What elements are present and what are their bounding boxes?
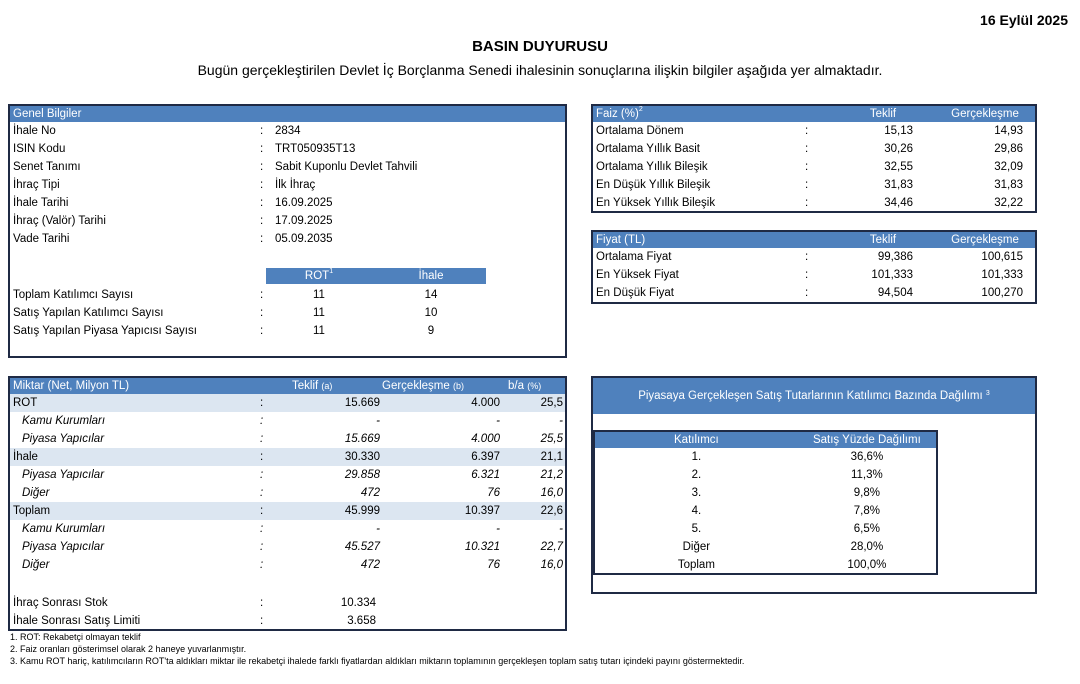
miktar-teklif-value: 29.858 <box>344 469 380 481</box>
general-info-title: Genel Bilgiler <box>13 108 82 120</box>
faiz-separator: : <box>805 161 809 173</box>
distribution-share: 100,0% <box>847 558 887 571</box>
faiz-label: Ortalama Yıllık Basit <box>596 143 700 155</box>
miktar-ratio-value: 21,1 <box>540 451 563 463</box>
distribution-title: Piyasaya Gerçekleşen Satış Tutarlarının Katılımcı Bazında Dağılımı $^3$ <box>638 390 990 402</box>
fiyat-gerceklesme-value: 101,333 <box>981 269 1023 281</box>
miktar-teklif-value: 45.999 <box>344 505 380 517</box>
field-label: İhale No <box>13 125 56 137</box>
field-separator: : <box>260 233 264 245</box>
distribution-row <box>594 484 937 502</box>
faiz-row <box>593 158 1035 176</box>
participants-header <box>10 268 565 286</box>
faiz-teklif-value: 15,13 <box>884 125 913 137</box>
field-value: 2834 <box>275 125 301 137</box>
faiz-gerceklesme-value: 29,86 <box>994 143 1023 155</box>
faiz-separator: : <box>805 179 809 191</box>
miktar-row <box>10 466 565 484</box>
general-info-row <box>10 140 565 158</box>
fiyat-teklif-value: 101,333 <box>871 269 913 281</box>
distribution-share: 28,0% <box>850 541 884 553</box>
miktar-label: Piyasa Yapıcılar <box>22 469 105 481</box>
miktar-box <box>8 376 567 631</box>
distribution-participant: 2. <box>691 469 702 481</box>
participants-rows <box>10 286 565 340</box>
stock-label: İhale Sonrası Satış Limiti <box>13 615 141 627</box>
participants-col-rot: ROT$^1$ <box>304 268 334 282</box>
distribution-participant: 3. <box>691 487 702 499</box>
fiyat-rows <box>593 248 1035 302</box>
fiyat-col-teklif: Teklif <box>869 234 897 246</box>
field-value: 05.09.2035 <box>275 233 333 245</box>
miktar-row <box>10 520 565 538</box>
distribution-row <box>594 520 937 538</box>
field-label: İhraç Tipi <box>13 179 60 191</box>
participants-row <box>10 322 565 340</box>
miktar-ratio-value: - <box>559 523 563 535</box>
field-value: 16.09.2025 <box>275 197 333 209</box>
distribution-share: 7,8% <box>853 505 880 517</box>
fiyat-label: En Düşük Fiyat <box>596 287 674 299</box>
miktar-header <box>10 378 565 394</box>
field-label: İhale Tarihi <box>13 197 69 209</box>
participants-ihale-value: 9 <box>427 325 435 337</box>
miktar-separator: : <box>260 415 264 427</box>
distribution-participant: 1. <box>691 451 702 463</box>
miktar-separator: : <box>260 523 264 535</box>
miktar-title: Miktar (Net, Milyon TL) <box>13 380 130 392</box>
field-separator: : <box>260 161 264 173</box>
miktar-teklif-value: 45.527 <box>344 541 380 553</box>
miktar-label: ROT <box>13 397 38 409</box>
faiz-separator: : <box>805 125 809 137</box>
distribution-row <box>594 466 937 484</box>
miktar-separator: : <box>260 469 264 481</box>
footnote-2: 2. Faiz oranları gösterimsel olarak 2 haneye yuvarlanmıştır. <box>10 644 247 654</box>
miktar-row <box>10 538 565 556</box>
fiyat-separator: : <box>805 269 809 281</box>
faiz-col-gerceklesme: Gerçekleşme <box>951 108 1019 120</box>
participants-rot-value: 11 <box>313 307 325 319</box>
miktar-row <box>10 430 565 448</box>
participants-label: Toplam Katılımcı Sayısı <box>13 289 134 301</box>
distribution-participant: Toplam <box>677 558 715 571</box>
participants-label: Satış Yapılan Katılımcı Sayısı <box>13 307 164 319</box>
miktar-gerceklesme-value: 4.000 <box>471 433 500 445</box>
miktar-rows <box>10 394 565 574</box>
participants-header-bar <box>266 268 486 284</box>
distribution-row <box>594 448 937 466</box>
faiz-title: Faiz (%)$^2$ <box>596 106 643 120</box>
participants-separator: : <box>260 325 264 337</box>
participants-rot-value: 11 <box>313 289 325 301</box>
miktar-row <box>10 556 565 574</box>
stock-value: 10.334 <box>340 597 376 609</box>
fiyat-title: Fiyat (TL) <box>596 234 646 246</box>
general-info-rows <box>10 122 565 248</box>
field-label: ISIN Kodu <box>13 143 66 155</box>
miktar-teklif-value: - <box>376 523 380 535</box>
participants-row <box>10 286 565 304</box>
faiz-box <box>591 104 1037 213</box>
distribution-share: 36,6% <box>850 451 884 463</box>
page-subtitle: Bugün gerçekleştirilen Devlet İç Borçlanma Senedi ihalesinin sonuçlarına ilişkin bilgiler aşağıda yer almaktadır. <box>197 62 883 78</box>
distribution-participant: Diğer <box>682 541 711 553</box>
fiyat-teklif-value: 99,386 <box>877 251 913 263</box>
miktar-separator: : <box>260 433 264 445</box>
miktar-separator: : <box>260 397 264 409</box>
faiz-gerceklesme-value: 31,83 <box>994 179 1023 191</box>
faiz-header <box>593 106 1035 122</box>
miktar-label: İhale <box>13 451 38 463</box>
miktar-label: Piyasa Yapıcılar <box>22 433 105 445</box>
miktar-col-ratio: b/a (%) <box>508 380 542 392</box>
miktar-row <box>10 484 565 502</box>
fiyat-box <box>591 230 1037 304</box>
miktar-teklif-value: 472 <box>360 559 380 571</box>
miktar-label: Kamu Kurumları <box>22 523 106 535</box>
field-separator: : <box>260 215 264 227</box>
general-info-box <box>8 104 567 358</box>
participants-separator: : <box>260 289 264 301</box>
stock-separator: : <box>260 597 264 609</box>
miktar-gerceklesme-value: - <box>496 415 500 427</box>
general-info-row <box>10 194 565 212</box>
miktar-label: Kamu Kurumları <box>22 415 106 427</box>
fiyat-label: Ortalama Fiyat <box>596 251 672 263</box>
field-label: Vade Tarihi <box>13 233 70 245</box>
fiyat-gerceklesme-value: 100,270 <box>981 287 1023 299</box>
distribution-row <box>594 556 937 574</box>
distribution-rows <box>594 448 937 574</box>
miktar-teklif-value: 30.330 <box>344 451 380 463</box>
miktar-gerceklesme-value: 6.321 <box>471 469 500 481</box>
faiz-label: Ortalama Dönem <box>596 125 684 137</box>
field-value: Sabit Kuponlu Devlet Tahvili <box>275 161 418 173</box>
faiz-row <box>593 176 1035 194</box>
footnote-3: 3. Kamu ROT hariç, katılımcıların ROT'ta aldıkları miktar ile rekabetçi ihalede farklı fiyatlardan aldıkları miktarın toplamının gerçekleşen toplam satış tutarı içindeki payını göstermektedir. <box>10 656 745 666</box>
miktar-ratio-value: 22,7 <box>540 541 563 553</box>
distribution-share: 11,3% <box>850 469 883 481</box>
miktar-row <box>10 502 565 520</box>
faiz-rows <box>593 122 1035 212</box>
miktar-gerceklesme-value: 76 <box>487 559 500 571</box>
field-value: TRT050935T13 <box>275 143 356 155</box>
miktar-ratio-value: - <box>559 415 563 427</box>
faiz-row <box>593 122 1035 140</box>
field-value: 17.09.2025 <box>275 215 333 227</box>
fiyat-header <box>593 232 1035 248</box>
distribution-participant: 5. <box>691 523 702 535</box>
miktar-col-gerceklesme: Gerçekleşme (b) <box>382 380 464 392</box>
distribution-share: 6,5% <box>853 523 880 535</box>
distribution-header <box>593 378 1035 414</box>
miktar-label: Diğer <box>22 559 50 571</box>
miktar-gerceklesme-value: 10.397 <box>464 505 500 517</box>
miktar-ratio-value: 22,6 <box>540 505 563 517</box>
faiz-row <box>593 194 1035 212</box>
fiyat-label: En Yüksek Fiyat <box>596 269 679 281</box>
page-title: BASIN DUYURUSU <box>472 38 608 55</box>
miktar-teklif-value: 15.669 <box>344 397 380 409</box>
participants-row <box>10 304 565 322</box>
participants-ihale-value: 10 <box>424 307 438 319</box>
faiz-separator: : <box>805 197 809 209</box>
miktar-label: Diğer <box>22 487 50 499</box>
faiz-label: En Düşük Yıllık Bileşik <box>596 179 711 191</box>
faiz-teklif-value: 30,26 <box>884 143 913 155</box>
miktar-col-teklif: Teklif (a) <box>292 380 333 392</box>
faiz-label: Ortalama Yıllık Bileşik <box>596 161 708 173</box>
miktar-row <box>10 412 565 430</box>
fiyat-gerceklesme-value: 100,615 <box>981 251 1023 263</box>
field-value: İlk İhraç <box>275 179 316 191</box>
field-separator: : <box>260 143 264 155</box>
stock-rows <box>10 594 565 630</box>
miktar-gerceklesme-value: 6.397 <box>471 451 500 463</box>
participants-col-ihale: İhale <box>418 270 444 282</box>
stock-value: 3.658 <box>347 615 376 627</box>
faiz-gerceklesme-value: 32,22 <box>994 197 1023 209</box>
miktar-label: Toplam <box>13 505 51 517</box>
distribution-table <box>593 430 938 575</box>
stock-label: İhraç Sonrası Stok <box>13 597 108 609</box>
miktar-row <box>10 448 565 466</box>
fiyat-row <box>593 266 1035 284</box>
field-label: İhraç (Valör) Tarihi <box>13 215 106 227</box>
faiz-teklif-value: 34,46 <box>884 197 913 209</box>
participants-label: Satış Yapılan Piyasa Yapıcısı Sayısı <box>13 325 197 337</box>
miktar-gerceklesme-value: 76 <box>487 487 500 499</box>
faiz-gerceklesme-value: 32,09 <box>994 161 1023 173</box>
miktar-ratio-value: 16,0 <box>540 559 563 571</box>
general-info-row <box>10 230 565 248</box>
stock-row <box>10 612 565 630</box>
participants-separator: : <box>260 307 264 319</box>
miktar-row <box>10 394 565 412</box>
miktar-teklif-value: 472 <box>360 487 380 499</box>
fiyat-row <box>593 284 1035 302</box>
general-info-header <box>10 106 565 122</box>
miktar-ratio-value: 21,2 <box>540 469 563 481</box>
distribution-row <box>594 538 937 556</box>
miktar-gerceklesme-value: 4.000 <box>471 397 500 409</box>
stock-separator: : <box>260 615 264 627</box>
participants-rot-value: 11 <box>313 325 325 337</box>
report-date: 16 Eylül 2025 <box>980 12 1068 28</box>
miktar-separator: : <box>260 541 264 553</box>
distribution-col-share: Satış Yüzde Dağılımı <box>798 431 937 448</box>
distribution-col-participant: Katılımcı <box>594 431 798 448</box>
miktar-separator: : <box>260 451 264 463</box>
miktar-gerceklesme-value: - <box>496 523 500 535</box>
fiyat-separator: : <box>805 251 809 263</box>
miktar-separator: : <box>260 505 264 517</box>
miktar-ratio-value: 25,5 <box>540 433 563 445</box>
miktar-ratio-value: 25,5 <box>540 397 563 409</box>
fiyat-separator: : <box>805 287 809 299</box>
faiz-separator: : <box>805 143 809 155</box>
miktar-separator: : <box>260 559 264 571</box>
miktar-label: Piyasa Yapıcılar <box>22 541 105 553</box>
fiyat-teklif-value: 94,504 <box>877 287 913 299</box>
general-info-row <box>10 176 565 194</box>
miktar-separator: : <box>260 487 264 499</box>
faiz-teklif-value: 31,83 <box>884 179 913 191</box>
faiz-teklif-value: 32,55 <box>884 161 913 173</box>
field-separator: : <box>260 125 264 137</box>
general-info-row <box>10 158 565 176</box>
fiyat-col-gerceklesme: Gerçekleşme <box>951 234 1019 246</box>
distribution-row <box>594 502 937 520</box>
general-info-row <box>10 212 565 230</box>
distribution-share: 9,8% <box>853 487 880 499</box>
field-separator: : <box>260 179 264 191</box>
fiyat-row <box>593 248 1035 266</box>
field-label: Senet Tanımı <box>13 161 81 173</box>
miktar-teklif-value: 15.669 <box>344 433 380 445</box>
faiz-row <box>593 140 1035 158</box>
distribution-participant: 4. <box>691 505 702 517</box>
footnote-1: 1. ROT: Rekabetçi olmayan teklif <box>10 632 141 642</box>
faiz-label: En Yüksek Yıllık Bileşik <box>596 197 716 209</box>
footnotes <box>10 631 744 667</box>
miktar-teklif-value: - <box>376 415 380 427</box>
stock-row <box>10 594 565 612</box>
faiz-col-teklif: Teklif <box>869 108 897 120</box>
general-info-row <box>10 122 565 140</box>
faiz-gerceklesme-value: 14,93 <box>994 125 1023 137</box>
participants-ihale-value: 14 <box>424 289 438 301</box>
miktar-ratio-value: 16,0 <box>540 487 563 499</box>
field-separator: : <box>260 197 264 209</box>
miktar-gerceklesme-value: 10.321 <box>464 541 500 553</box>
